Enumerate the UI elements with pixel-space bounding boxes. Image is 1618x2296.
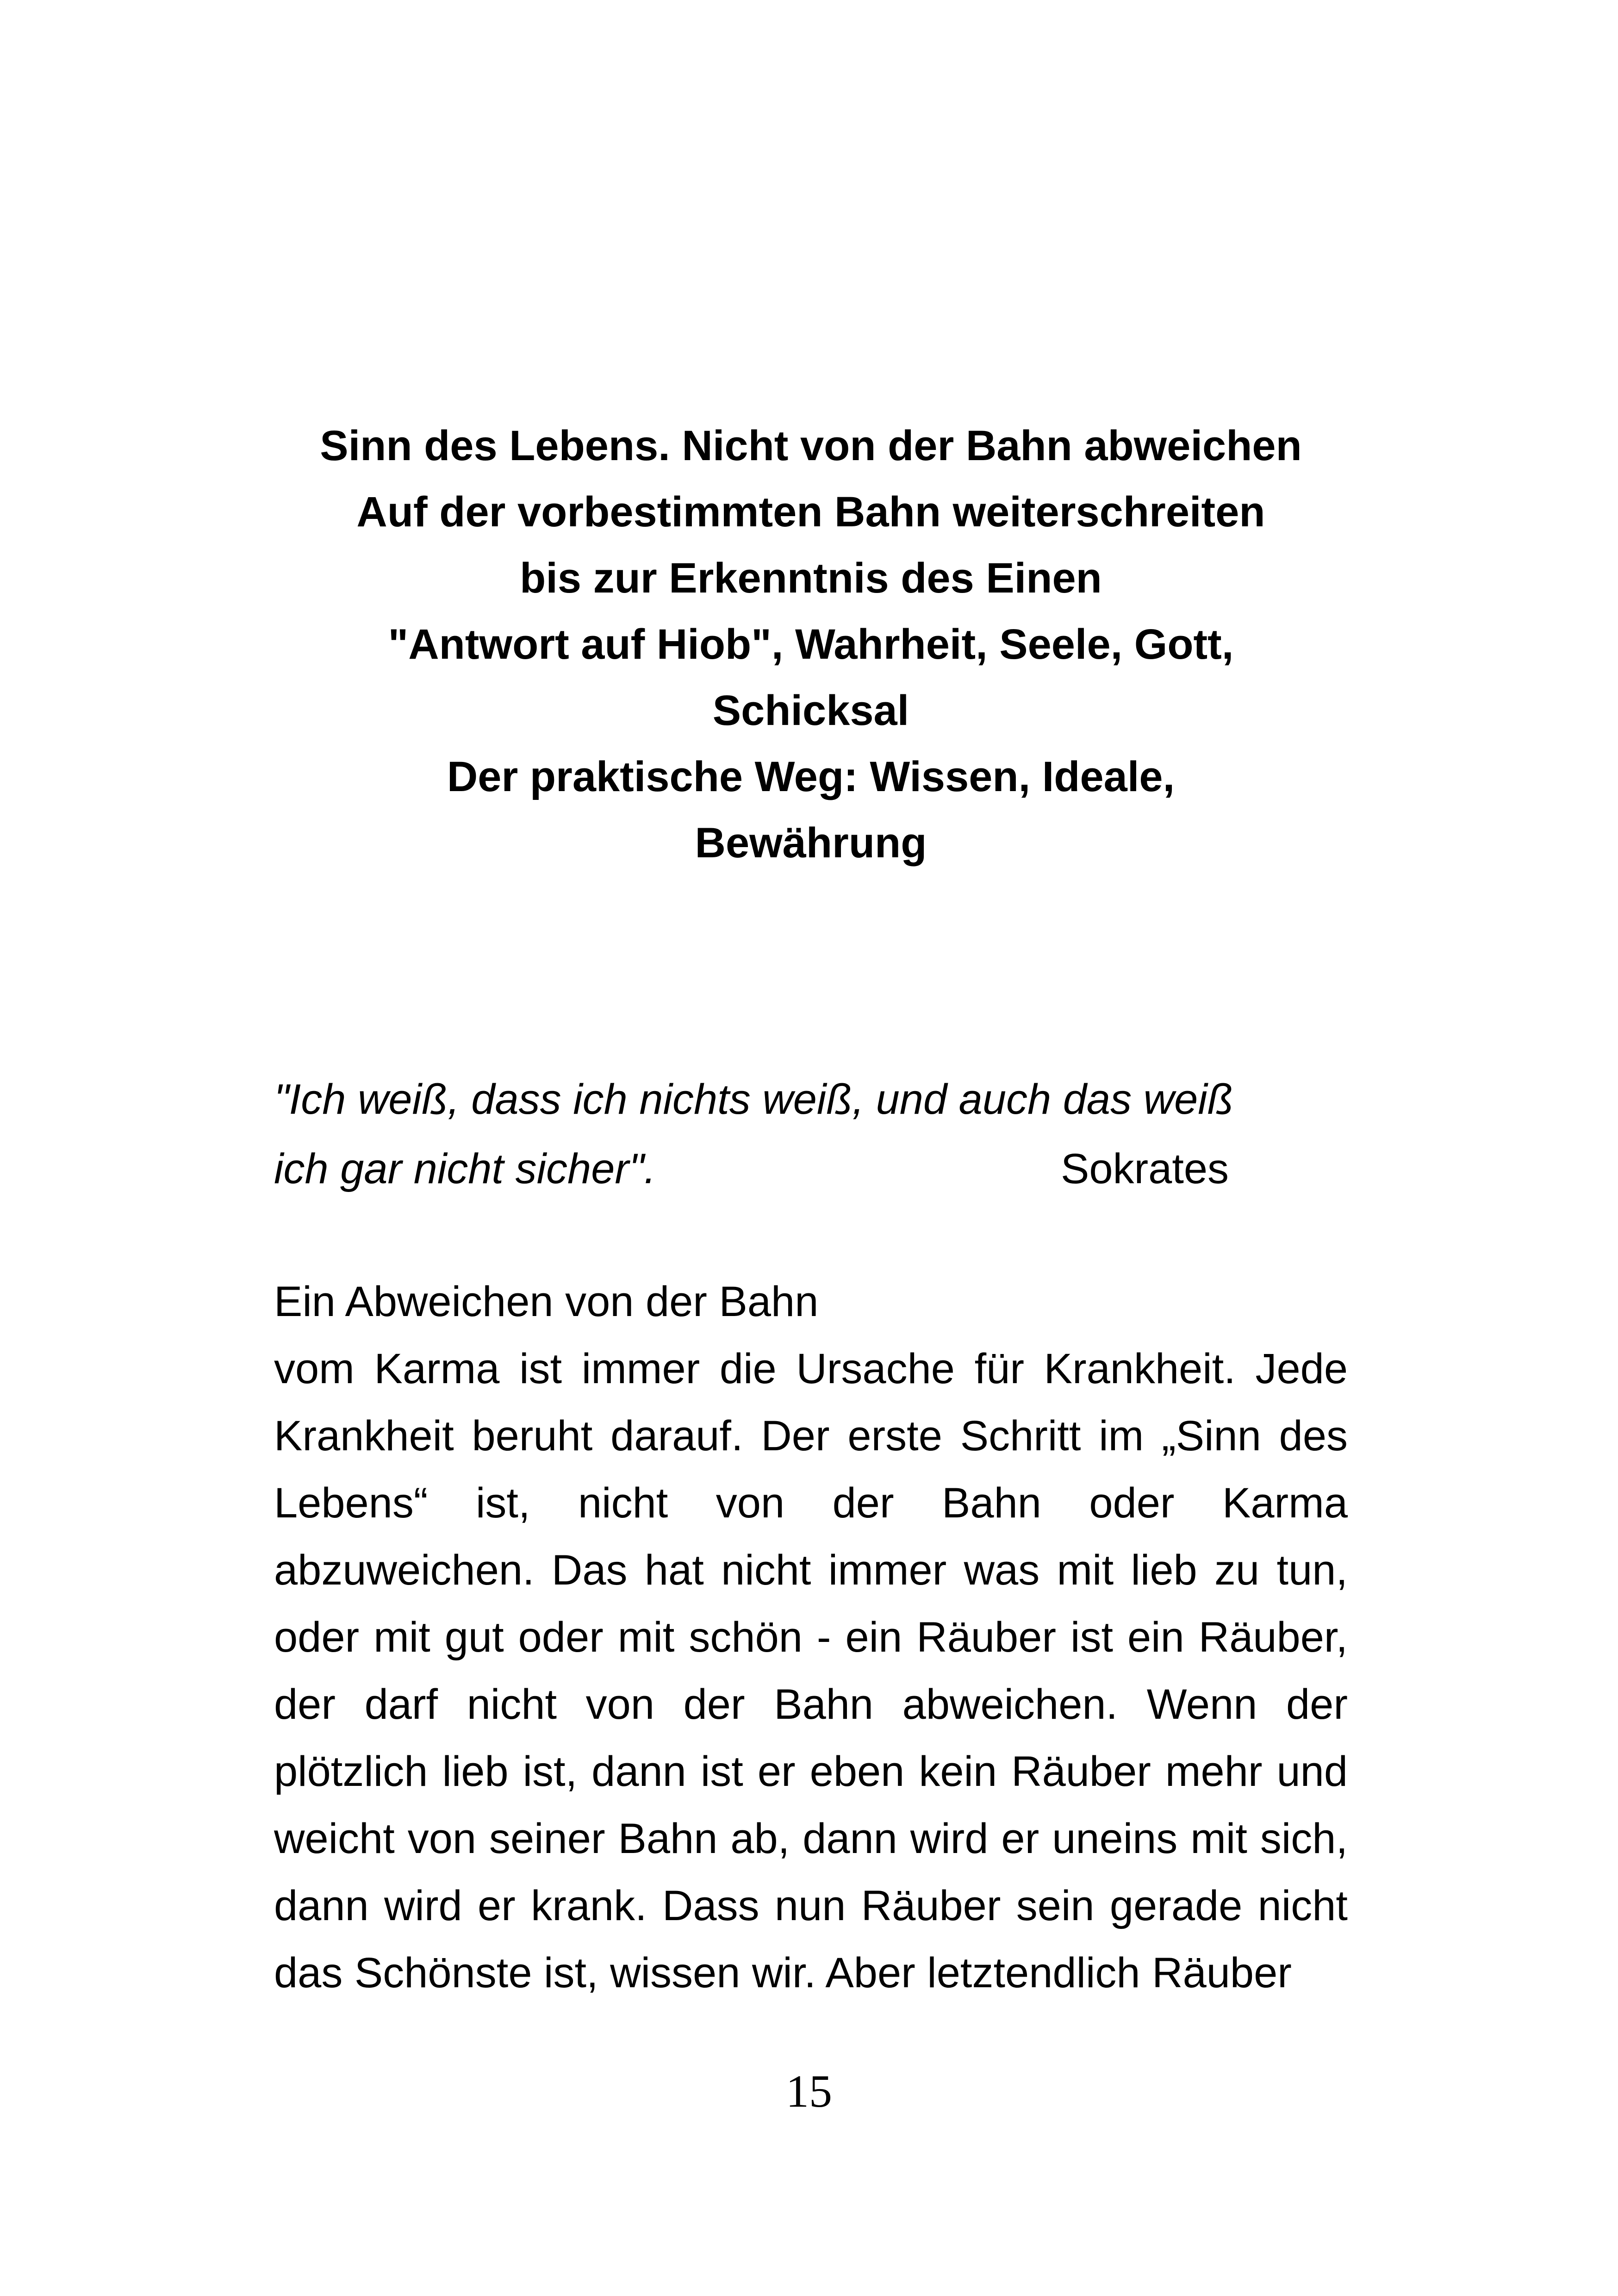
- heading-line: Sinn des Lebens. Nicht von der Bahn abweichen: [320, 422, 1302, 469]
- epigraph-quote: [274, 1065, 1348, 1204]
- heading-line: Auf der vorbestimmten Bahn weiterschreiten: [356, 488, 1265, 536]
- page-number: 15: [786, 2065, 832, 2117]
- body-text: [274, 1268, 1348, 2007]
- heading-line: Der praktische Weg: Wissen, Ideale,: [447, 753, 1175, 800]
- heading-line: bis zur Erkenntnis des Einen: [520, 555, 1102, 602]
- body-first-line: Ein Abweichen von der Bahn: [274, 1278, 819, 1325]
- quote-line-1: "Ich weiß, dass ich nichts weiß, und auch das weiß: [274, 1076, 1233, 1123]
- body-paragraph: vom Karma ist immer die Ursache für Krankheit. Jede Krankheit beruht darauf. Der erste Schritt im „Sinn des Lebens“ ist, nicht von der Bahn oder Karma abzuweichen. Das hat nicht immer was mit lieb zu tun, oder mit gut oder mit schön - ein Räuber ist ein Räuber, der darf nicht von der Bahn abweichen. Wenn der plötzlich lieb ist, dann ist er eben kein Räuber mehr und weicht von seiner Bahn ab, dann wird er uneins mit sich, dann wird er krank. Dass nun Räuber sein gerade nicht das Schönste ist, wissen wir. Aber letztendlich Räuber: [274, 1345, 1348, 1997]
- quote-line-2: ich gar nicht sicher".: [274, 1145, 656, 1192]
- heading-line: Bewährung: [695, 819, 927, 867]
- heading-line: Schicksal: [712, 687, 909, 734]
- heading-line: "Antwort auf Hiob", Wahrheit, Seele, Gott,: [388, 621, 1234, 668]
- quote-line-2-row: [274, 1134, 1348, 1204]
- chapter-heading: [274, 413, 1348, 876]
- quote-author: Sokrates: [1061, 1145, 1229, 1192]
